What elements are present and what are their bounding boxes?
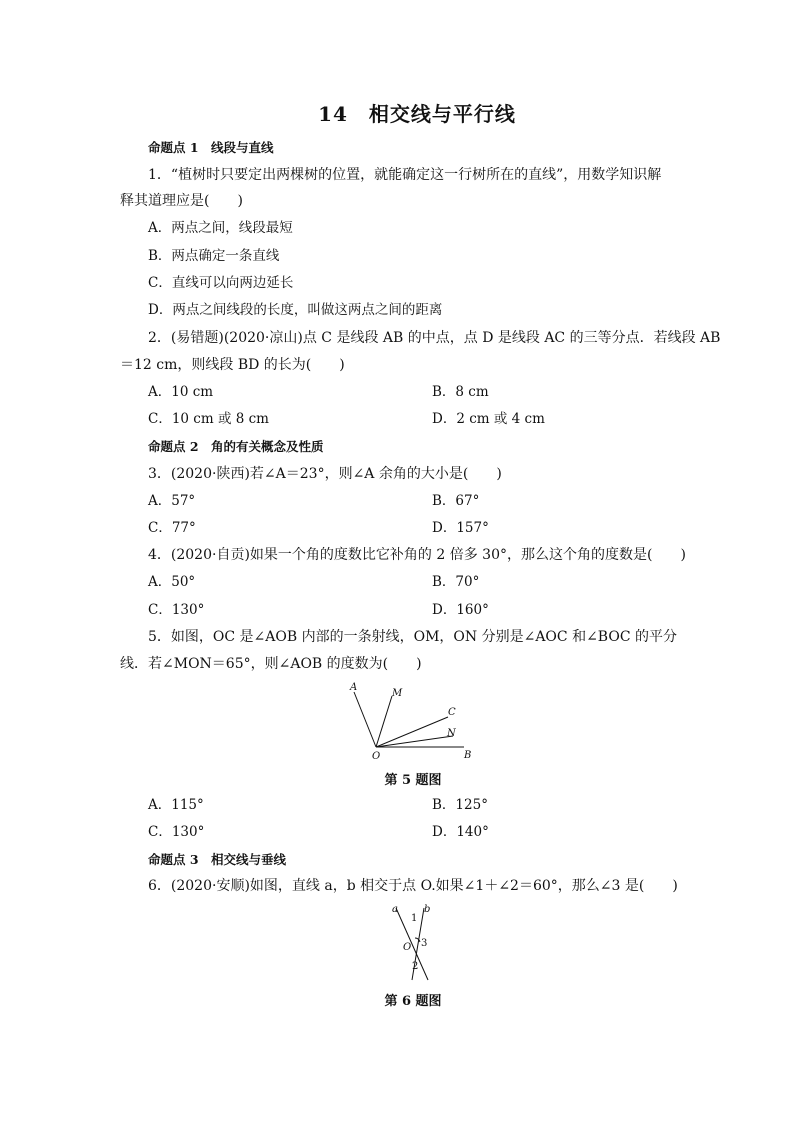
- q2-option-d: D．2 cm 或 4 cm: [432, 411, 545, 427]
- q5-option-a: A．115°: [148, 797, 204, 813]
- q6-caption: 第 6 题图: [384, 994, 442, 1009]
- q4-option-d: D．160°: [432, 602, 489, 618]
- q5-option-d: D．140°: [432, 824, 489, 840]
- q1-stem-line1: 1．“植树时只要定出两棵树的位置，就能确定这一行树所在的直线”，用数学知识解: [148, 167, 662, 183]
- q5-caption: 第 5 题图: [384, 773, 442, 788]
- q2-option-b: B．8 cm: [432, 384, 489, 400]
- ray-oa: [354, 692, 376, 747]
- q5-angle-figure: [340, 680, 490, 765]
- q3-stem: 3．(2020·陕西)若∠A＝23°，则∠A 余角的大小是( ): [148, 466, 502, 482]
- q2-stem-line1: 2．(易错题)(2020·凉山)点 C 是线段 AB 的中点，点 D 是线段 AC 的三等分点．若线段 AB: [148, 330, 721, 346]
- q4-stem: 4．(2020·自贡)如果一个角的度数比它补角的 2 倍多 30°，那么这个角的度数是( ): [148, 547, 686, 563]
- q1-option-a: A．两点之间，线段最短: [148, 220, 293, 236]
- q3-option-d: D．157°: [432, 520, 489, 536]
- q5-stem-line2: 线．若∠MON＝65°，则∠AOB 的度数为( ): [120, 656, 422, 672]
- q3-option-b: B．67°: [432, 493, 480, 509]
- label-angle-3: 3: [421, 938, 428, 949]
- ray-om: [376, 696, 392, 747]
- q4-option-c: C．130°: [148, 602, 205, 618]
- q3-option-c: C．77°: [148, 520, 196, 536]
- q2-option-c: C．10 cm 或 8 cm: [148, 411, 269, 427]
- label-line-a: a: [392, 904, 398, 915]
- q2-stem-line2: ＝12 cm，则线段 BD 的长为( ): [120, 357, 345, 373]
- label-b: B: [464, 750, 472, 761]
- ray-on: [376, 736, 453, 747]
- page-title: 14 相交线与平行线: [318, 102, 516, 126]
- q5-stem-line1: 5．如图，OC 是∠AOB 内部的一条射线，OM，ON 分别是∠AOC 和∠BOC 的平分: [148, 629, 677, 645]
- section-heading-2: 命题点 2 角的有关概念及性质: [148, 439, 324, 454]
- q1-option-d: D．两点之间线段的长度，叫做这两点之间的距离: [148, 302, 443, 318]
- q4-option-a: A．50°: [148, 574, 196, 590]
- label-m: M: [392, 688, 403, 699]
- q5-option-b: B．125°: [432, 797, 488, 813]
- label-n: N: [447, 728, 456, 739]
- q5-option-c: C．130°: [148, 824, 205, 840]
- q4-option-b: B．70°: [432, 574, 480, 590]
- q1-option-b: B．两点确定一条直线: [148, 248, 280, 264]
- label-o: O: [372, 751, 381, 762]
- section-heading-3: 命题点 3 相交线与垂线: [148, 852, 287, 867]
- label-angle-1: 1: [411, 913, 418, 924]
- q2-option-a: A．10 cm: [148, 384, 214, 400]
- q3-option-a: A．57°: [148, 493, 196, 509]
- label-point-o: O: [403, 942, 412, 953]
- label-c: C: [448, 707, 456, 718]
- q1-option-c: C．直线可以向两边延长: [148, 275, 294, 291]
- label-angle-2: 2: [412, 961, 419, 972]
- q1-stem-line2: 释其道理应是( ): [120, 193, 243, 209]
- q6-stem: 6．(2020·安顺)如图，直线 a，b 相交于点 O.如果∠1＋∠2＝60°，那么∠3 是( ): [148, 878, 678, 894]
- section-heading-1: 命题点 1 线段与直线: [148, 140, 274, 155]
- ray-oc: [376, 717, 448, 747]
- q6-intersecting-lines-figure: [380, 900, 440, 985]
- label-a: A: [350, 682, 358, 693]
- label-line-b: b: [424, 904, 431, 915]
